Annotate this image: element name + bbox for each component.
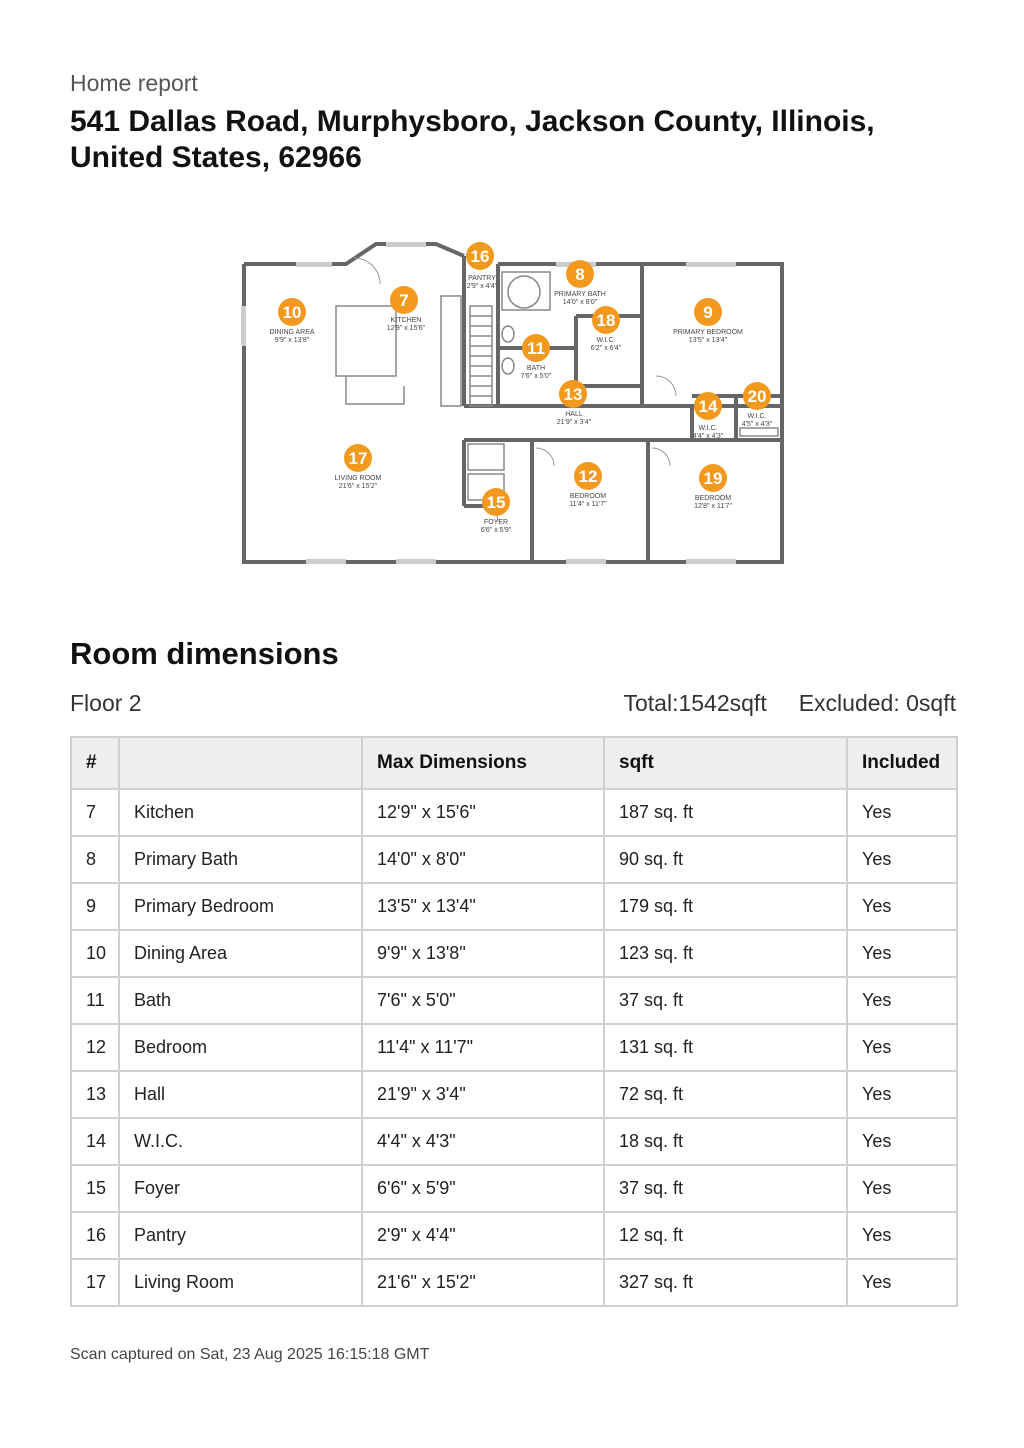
svg-text:W.I.C.: W.I.C. bbox=[698, 425, 718, 432]
room-label-14 bbox=[693, 425, 724, 440]
row-room-name: Hall bbox=[119, 1071, 362, 1118]
row-max-dimensions: 2'9" x 4'4" bbox=[362, 1212, 604, 1259]
room-marker-12[interactable] bbox=[574, 462, 602, 490]
svg-text:KITCHEN: KITCHEN bbox=[390, 317, 422, 324]
svg-text:13: 13 bbox=[563, 385, 583, 404]
room-label-11 bbox=[521, 365, 552, 380]
row-number: 8 bbox=[71, 836, 119, 883]
room-label-20 bbox=[742, 413, 773, 428]
col-header-max-dimensions: Max Dimensions bbox=[362, 737, 604, 789]
svg-text:18: 18 bbox=[596, 311, 616, 330]
room-dimensions-table bbox=[70, 736, 958, 1307]
room-marker-17[interactable] bbox=[344, 444, 372, 472]
svg-text:2'9" x 4'4": 2'9" x 4'4" bbox=[466, 283, 498, 290]
svg-text:4'4" x 4'3": 4'4" x 4'3" bbox=[692, 433, 724, 440]
row-max-dimensions: 7'6" x 5'0" bbox=[362, 977, 604, 1024]
room-label-10 bbox=[269, 329, 314, 344]
svg-text:6'6" x 5'9": 6'6" x 5'9" bbox=[480, 527, 512, 534]
room-dimensions-title: Room dimensions bbox=[70, 636, 339, 671]
table-row bbox=[71, 1212, 957, 1259]
table-row bbox=[71, 1071, 957, 1118]
table-row bbox=[71, 930, 957, 977]
svg-text:8: 8 bbox=[575, 265, 585, 284]
room-label-17 bbox=[335, 475, 382, 490]
total-label: Total: bbox=[623, 690, 679, 716]
svg-text:BATH: BATH bbox=[526, 365, 546, 372]
table-row bbox=[71, 883, 957, 930]
row-room-name: Dining Area bbox=[119, 930, 362, 977]
room-label-19 bbox=[694, 495, 732, 510]
table-row bbox=[71, 789, 957, 836]
room-label-16 bbox=[467, 275, 498, 290]
room-label-18 bbox=[591, 337, 622, 352]
svg-text:14: 14 bbox=[698, 397, 718, 416]
svg-text:BEDROOM: BEDROOM bbox=[694, 495, 732, 502]
svg-text:16: 16 bbox=[470, 247, 490, 266]
svg-text:20: 20 bbox=[747, 387, 767, 406]
svg-text:FOYER: FOYER bbox=[483, 519, 509, 526]
total-value: 1542sqft bbox=[678, 690, 767, 716]
table-row bbox=[71, 1165, 957, 1212]
row-max-dimensions: 21'6" x 15'2" bbox=[362, 1259, 604, 1306]
svg-text:BEDROOM: BEDROOM bbox=[569, 493, 607, 500]
room-marker-11[interactable] bbox=[522, 334, 550, 362]
room-label-7 bbox=[387, 317, 426, 332]
row-included: Yes bbox=[847, 1259, 957, 1306]
table-header-row bbox=[71, 737, 957, 789]
row-sqft: 72 sq. ft bbox=[604, 1071, 847, 1118]
row-included: Yes bbox=[847, 883, 957, 930]
svg-text:14'0" x 8'0": 14'0" x 8'0" bbox=[562, 299, 598, 306]
row-sqft: 12 sq. ft bbox=[604, 1212, 847, 1259]
row-max-dimensions: 14'0" x 8'0" bbox=[362, 836, 604, 883]
row-room-name: Primary Bedroom bbox=[119, 883, 362, 930]
row-included: Yes bbox=[847, 1118, 957, 1165]
table-row bbox=[71, 1024, 957, 1071]
row-max-dimensions: 9'9" x 13'8" bbox=[362, 930, 604, 977]
table-row bbox=[71, 1118, 957, 1165]
floor-label: Floor 2 bbox=[70, 690, 142, 716]
row-included: Yes bbox=[847, 836, 957, 883]
row-room-name: Pantry bbox=[119, 1212, 362, 1259]
svg-text:4'5" x 4'3": 4'5" x 4'3" bbox=[741, 421, 773, 428]
svg-text:21'6" x 15'2": 21'6" x 15'2" bbox=[338, 483, 378, 490]
row-room-name: W.I.C. bbox=[119, 1118, 362, 1165]
svg-text:PRIMARY BATH: PRIMARY BATH bbox=[554, 291, 606, 298]
svg-text:10: 10 bbox=[282, 303, 302, 322]
row-room-name: Living Room bbox=[119, 1259, 362, 1306]
svg-text:HALL: HALL bbox=[565, 411, 583, 418]
row-included: Yes bbox=[847, 930, 957, 977]
svg-text:PANTRY: PANTRY bbox=[468, 275, 496, 282]
row-number: 12 bbox=[71, 1024, 119, 1071]
room-label-12 bbox=[569, 493, 607, 508]
row-room-name: Kitchen bbox=[119, 789, 362, 836]
row-room-name: Primary Bath bbox=[119, 836, 362, 883]
table-row bbox=[71, 1259, 957, 1306]
svg-text:7'6" x 5'0": 7'6" x 5'0" bbox=[520, 373, 552, 380]
room-label-13 bbox=[557, 411, 592, 426]
svg-text:11'4" x 11'7": 11'4" x 11'7" bbox=[569, 501, 607, 508]
svg-text:12'8" x 11'7": 12'8" x 11'7" bbox=[694, 503, 732, 510]
row-room-name: Bedroom bbox=[119, 1024, 362, 1071]
row-included: Yes bbox=[847, 1165, 957, 1212]
excluded-value: 0sqft bbox=[906, 690, 956, 716]
svg-text:19: 19 bbox=[703, 469, 723, 488]
row-included: Yes bbox=[847, 1212, 957, 1259]
row-included: Yes bbox=[847, 1024, 957, 1071]
svg-text:PRIMARY BEDROOM: PRIMARY BEDROOM bbox=[673, 329, 743, 336]
row-sqft: 327 sq. ft bbox=[604, 1259, 847, 1306]
row-number: 7 bbox=[71, 789, 119, 836]
row-room-name: Bath bbox=[119, 977, 362, 1024]
col-header-sqft: sqft bbox=[604, 737, 847, 789]
row-max-dimensions: 6'6" x 5'9" bbox=[362, 1165, 604, 1212]
room-marker-7[interactable] bbox=[390, 286, 418, 314]
row-included: Yes bbox=[847, 1071, 957, 1118]
row-sqft: 187 sq. ft bbox=[604, 789, 847, 836]
row-number: 14 bbox=[71, 1118, 119, 1165]
col-header-number: # bbox=[71, 737, 119, 789]
row-sqft: 37 sq. ft bbox=[604, 977, 847, 1024]
row-sqft: 18 sq. ft bbox=[604, 1118, 847, 1165]
svg-text:W.I.C.: W.I.C. bbox=[747, 413, 767, 420]
row-sqft: 90 sq. ft bbox=[604, 836, 847, 883]
svg-text:DINING AREA: DINING AREA bbox=[269, 329, 315, 336]
row-number: 13 bbox=[71, 1071, 119, 1118]
svg-text:12: 12 bbox=[578, 467, 598, 486]
room-marker-20[interactable] bbox=[743, 382, 771, 410]
totals-summary bbox=[623, 690, 956, 717]
row-max-dimensions: 13'5" x 13'4" bbox=[362, 883, 604, 930]
room-marker-14[interactable] bbox=[694, 392, 722, 420]
svg-text:9: 9 bbox=[703, 303, 713, 322]
room-marker-10[interactable] bbox=[278, 298, 306, 326]
row-sqft: 123 sq. ft bbox=[604, 930, 847, 977]
room-label-9 bbox=[673, 329, 743, 344]
property-address: 541 Dallas Road, Murphysboro, Jackson County, Illinois, United States, 62966 bbox=[70, 105, 875, 174]
room-marker-16[interactable] bbox=[466, 242, 494, 270]
row-sqft: 37 sq. ft bbox=[604, 1165, 847, 1212]
row-included: Yes bbox=[847, 977, 957, 1024]
table-row bbox=[71, 977, 957, 1024]
row-number: 16 bbox=[71, 1212, 119, 1259]
row-max-dimensions: 4'4" x 4'3" bbox=[362, 1118, 604, 1165]
row-room-name: Foyer bbox=[119, 1165, 362, 1212]
svg-text:13'5" x 13'4": 13'5" x 13'4" bbox=[688, 337, 728, 344]
table-row bbox=[71, 836, 957, 883]
svg-text:12'9" x 15'6": 12'9" x 15'6" bbox=[386, 325, 426, 332]
room-marker-13[interactable] bbox=[559, 380, 587, 408]
scan-captured-footer: Scan captured on Sat, 23 Aug 2025 16:15:18 GMT bbox=[70, 1346, 430, 1363]
svg-text:7: 7 bbox=[399, 291, 409, 310]
row-number: 11 bbox=[71, 977, 119, 1024]
svg-text:9'9" x 13'8": 9'9" x 13'8" bbox=[274, 337, 310, 344]
row-number: 17 bbox=[71, 1259, 119, 1306]
svg-text:6'2" x 6'4": 6'2" x 6'4" bbox=[590, 345, 622, 352]
room-marker-15[interactable] bbox=[482, 488, 510, 516]
row-included: Yes bbox=[847, 789, 957, 836]
row-sqft: 131 sq. ft bbox=[604, 1024, 847, 1071]
col-header-included: Included bbox=[847, 737, 957, 789]
room-label-8 bbox=[554, 291, 606, 306]
row-max-dimensions: 12'9" x 15'6" bbox=[362, 789, 604, 836]
col-header-name bbox=[119, 737, 362, 789]
svg-text:17: 17 bbox=[348, 449, 368, 468]
svg-text:W.I.C.: W.I.C. bbox=[596, 337, 616, 344]
row-number: 10 bbox=[71, 930, 119, 977]
svg-text:LIVING ROOM: LIVING ROOM bbox=[334, 475, 382, 482]
excluded-label: Excluded: bbox=[798, 690, 907, 716]
room-label-15 bbox=[481, 519, 512, 534]
row-max-dimensions: 21'9" x 3'4" bbox=[362, 1071, 604, 1118]
report-kicker: Home report bbox=[70, 70, 198, 96]
floor-plan-drawing bbox=[236, 236, 792, 570]
room-marker-18[interactable] bbox=[592, 306, 620, 334]
svg-text:11: 11 bbox=[527, 339, 545, 358]
room-marker-9[interactable] bbox=[694, 298, 722, 326]
svg-text:21'9" x 3'4": 21'9" x 3'4" bbox=[556, 419, 592, 426]
row-sqft: 179 sq. ft bbox=[604, 883, 847, 930]
floor-plan bbox=[236, 236, 792, 570]
room-marker-19[interactable] bbox=[699, 464, 727, 492]
room-marker-8[interactable] bbox=[566, 260, 594, 288]
svg-text:15: 15 bbox=[486, 493, 506, 512]
row-number: 9 bbox=[71, 883, 119, 930]
row-max-dimensions: 11'4" x 11'7" bbox=[362, 1024, 604, 1071]
row-number: 15 bbox=[71, 1165, 119, 1212]
